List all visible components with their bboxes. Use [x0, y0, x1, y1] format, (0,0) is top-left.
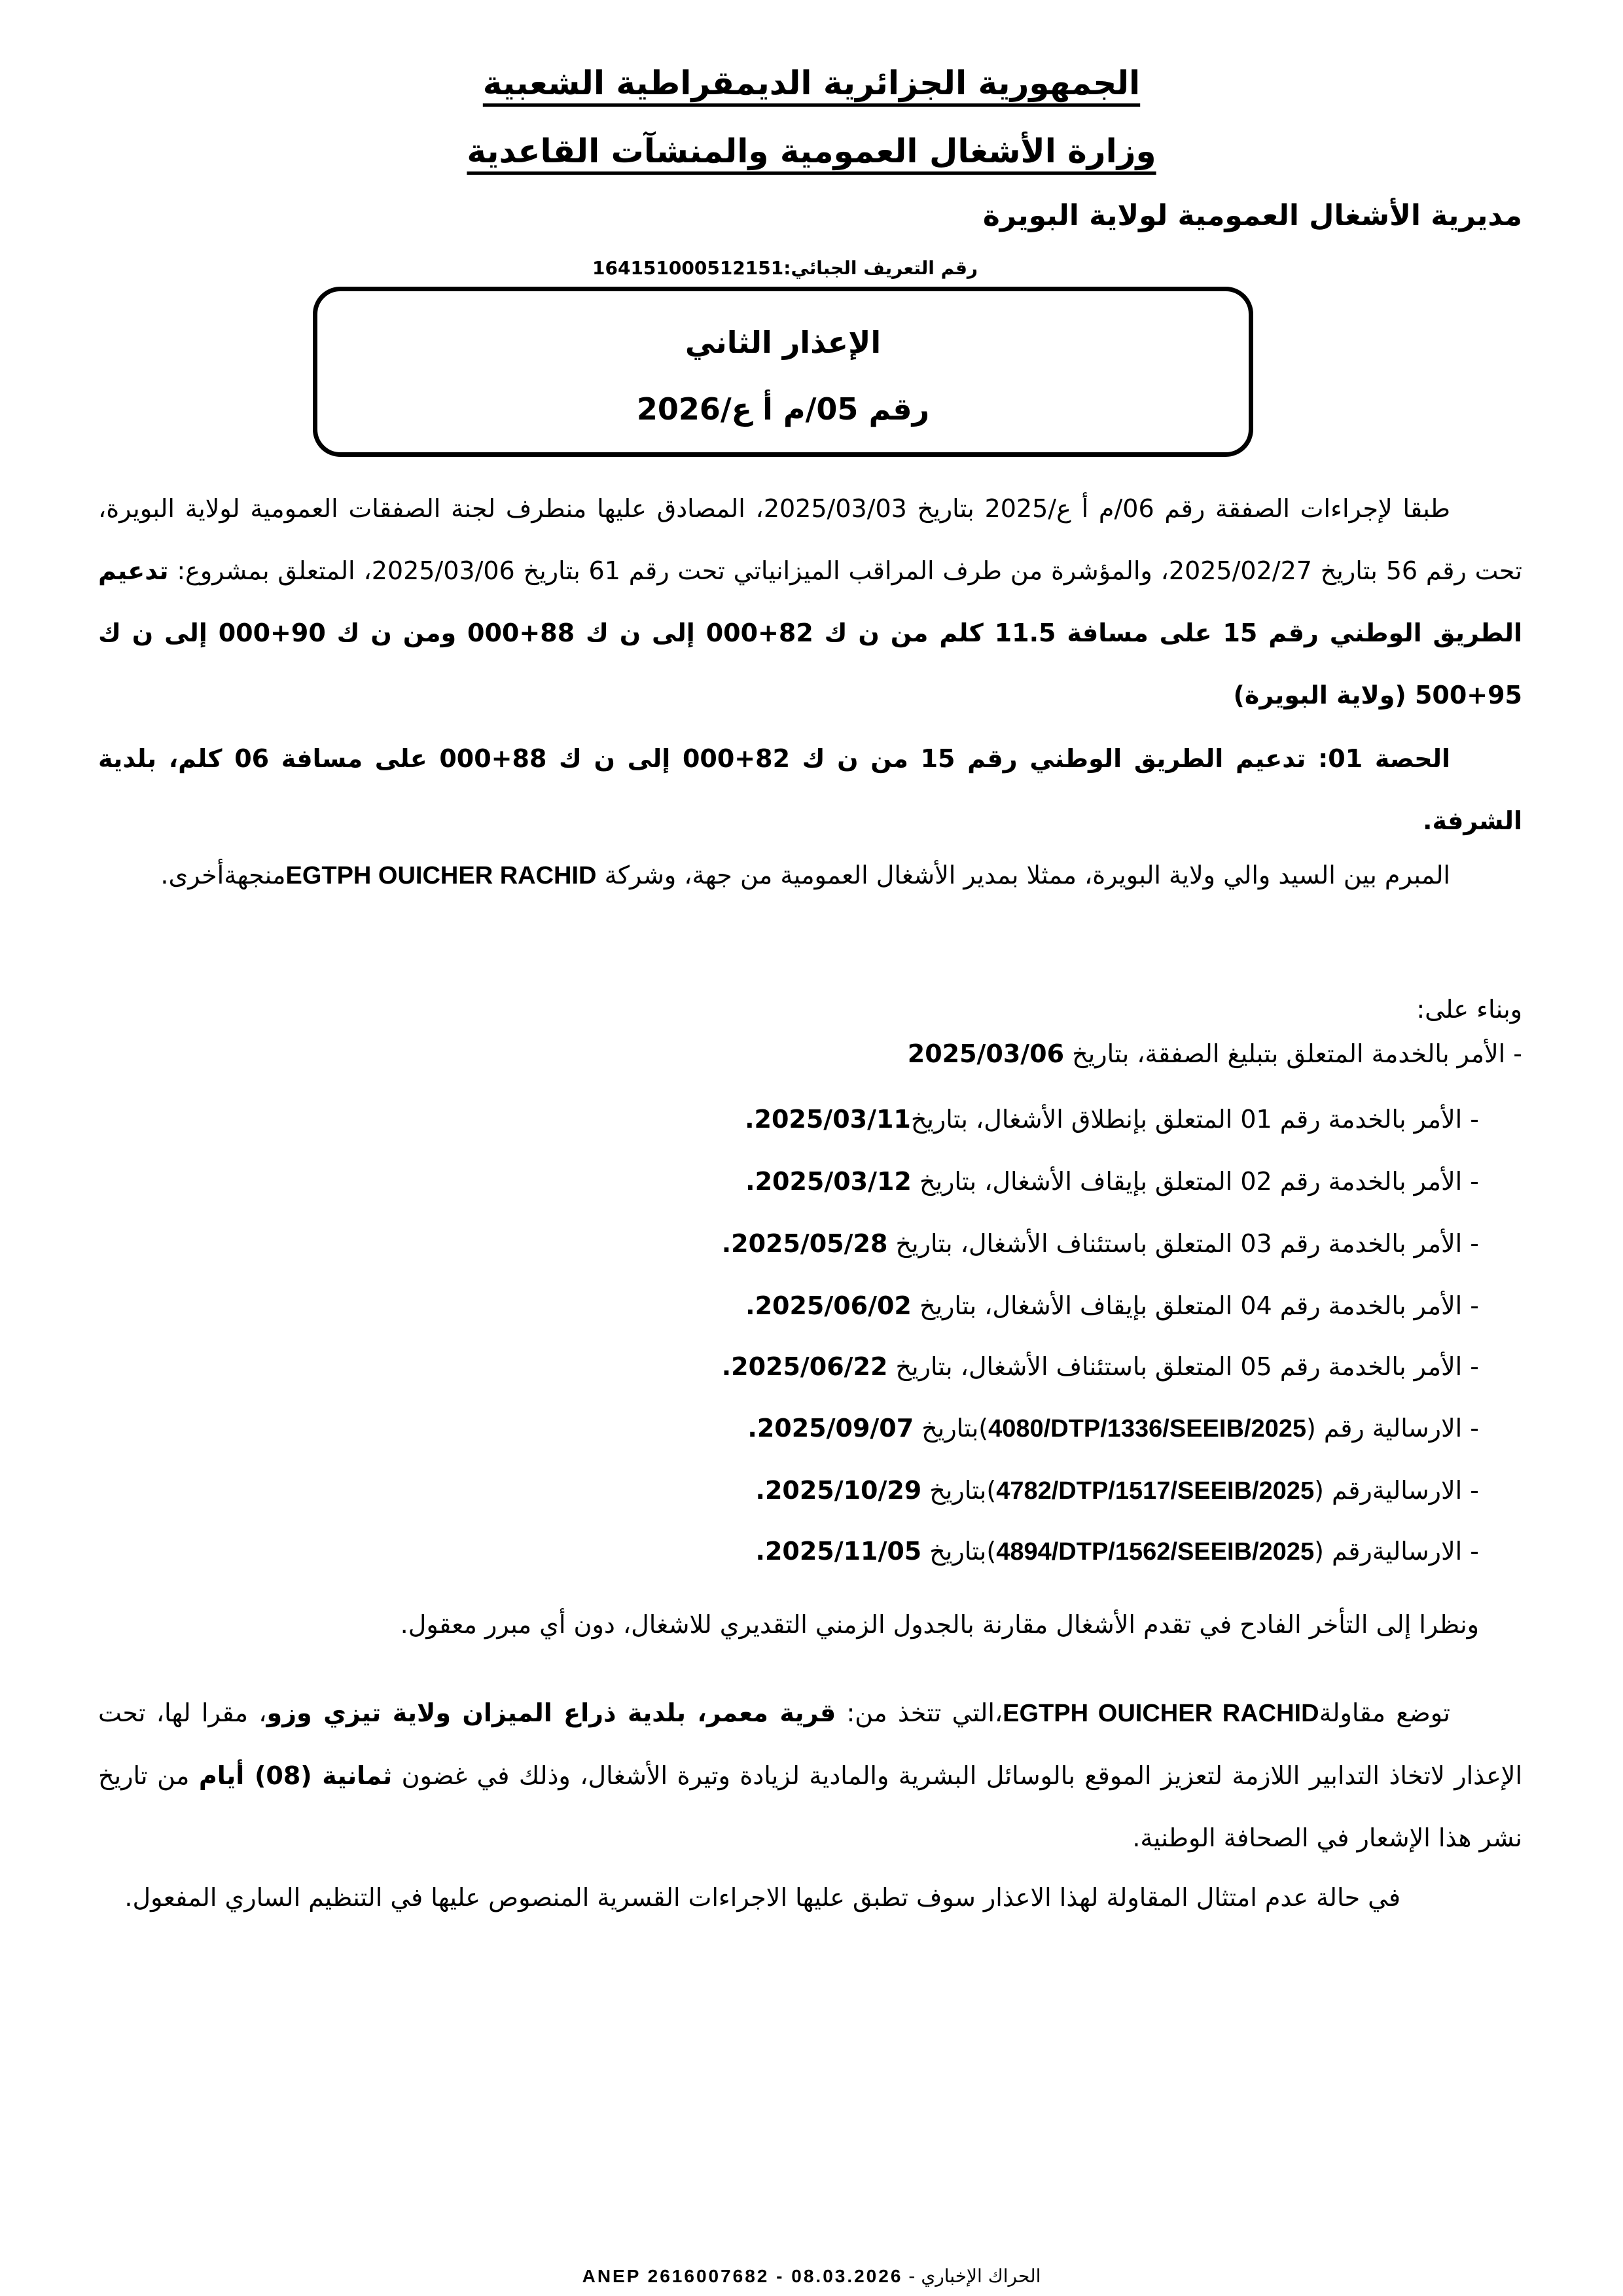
project-title: تدعيم الطريق الوطني رقم 15 على مسافة 11.5 كلم من ن ك 82+000 إلى ن ك 88+000 ومن ن ك 90+000 إلى ن ك 95+500 (ولاية البويرة) [98, 556, 1522, 709]
order-item-date: 2025/06/22. [721, 1352, 888, 1381]
order-item-text: - الأمر بالخدمة رقم 02 المتعلق بإيقاف الأشغال، بتاريخ [911, 1167, 1479, 1196]
order-item-date: 2025/03/11. [745, 1105, 911, 1134]
order-item [747, 1408, 1479, 1448]
paragraph-parties [98, 844, 1522, 907]
notice-text-start: توضع مقاولة [1319, 1698, 1450, 1727]
order-item [756, 1471, 1480, 1511]
publication-name: الحراك الإخباري [921, 2265, 1041, 2287]
deadline: ثمانية (08) أيام [198, 1761, 393, 1790]
tax-id-value: 164151000512151 [592, 257, 784, 279]
notice-text-d: ، مقرا لها، تحت الإعذار لاتخاذ التدابير اللازمة لتعزيز الموقع بالوسائل البشرية والمادية لزيادة وتيرة الأشغال، وذلك في غضون [98, 1698, 1523, 1790]
order-item-text: - الأمر بالخدمة رقم 05 المتعلق باستئناف الأشغال، بتاريخ [887, 1352, 1479, 1381]
order-item-text-end: )بتاريخ [921, 1476, 997, 1505]
order-item-text: - الارسالية رقم ( [1306, 1414, 1479, 1443]
order-item [908, 1034, 1522, 1073]
notice-company-name: EGTPH OUICHER RACHID [1003, 1700, 1319, 1727]
order-item [756, 1532, 1480, 1571]
order-item-text: - الارساليةرقم ( [1314, 1476, 1479, 1505]
order-item-date: 2025/09/07. [747, 1414, 914, 1443]
order-item-text-end: )بتاريخ [914, 1414, 989, 1443]
order-item-reference: 4894/DTP/1562/SEEIB/2025 [996, 1538, 1315, 1566]
contract-text: طبقا لإجراءات الصفقة رقم 06/م أ ع/2025 بتاريخ 2025/03/03، المصادق عليها منطرف لجنة الصفقات العمومية لولاية البويرة، تحت رقم 56 بتاريخ 2025/02/27، والمؤشرة من طرف المراقب الميزانياتي تحت رقم 61 بتاريخ 2025/03/06، المتعلق بمشروع: [98, 494, 1522, 585]
order-item [745, 1162, 1479, 1201]
order-item-text-end: )بتاريخ [921, 1537, 997, 1566]
order-item [745, 1100, 1479, 1139]
paragraph-delay: ونظرا إلى التأخر الفادح في تقدم الأشغال مقارنة بالجدول الزمني التقديري للاشغال، دون أي مبرر معقول. [400, 1610, 1479, 1639]
title-box [313, 287, 1253, 457]
order-item [722, 1347, 1479, 1386]
parties-text-end: منجهةأخرى. [160, 861, 286, 889]
paragraph-sanctions: في حالة عدم امتثال المقاولة لهذا الاعذار سوف تطبق عليها الاجراءات القسرية المنصوص عليها في التنظيم الساري المفعول. [124, 1883, 1400, 1912]
company-address: قرية معمر، بلدية ذراع الميزان ولاية تيزي وزو [266, 1698, 836, 1727]
paragraph-considering: وبناء على: [1416, 995, 1522, 1024]
notice-title: الإعذار الثاني [685, 325, 882, 360]
order-item-reference: 4080/DTP/1336/SEEIB/2025 [988, 1415, 1306, 1443]
directorate-name: مديرية الأشغال العمومية لولاية البويرة [982, 199, 1522, 232]
order-item-date: 2025/03/12. [745, 1167, 912, 1196]
ministry-heading: وزارة الأشغال العمومية والمنشآت القاعدية [467, 132, 1156, 170]
order-item-date: 2025/06/02. [745, 1291, 912, 1320]
notice-text-f: من تاريخ نشر هذا الإشعار في الصحافة الوطنية. [98, 1761, 1522, 1852]
parties-text: المبرم بين السيد والي ولاية البويرة، ممثلا بمدير الأشغال العمومية من جهة، وشركة [596, 861, 1450, 889]
tax-id-label: رقم التعريف الجبائي: [783, 257, 978, 279]
republic-heading: الجمهورية الجزائرية الديمقراطية الشعبية [482, 64, 1141, 102]
order-item-date: 2025/05/28. [721, 1229, 888, 1258]
tax-id [592, 255, 978, 281]
order-item-text: - الأمر بالخدمة المتعلق بتبليغ الصفقة، بتاريخ [1064, 1039, 1522, 1068]
order-item-date: 2025/10/29. [755, 1476, 922, 1505]
order-item-date: 2025/11/05. [755, 1537, 922, 1566]
footer: الحراك الإخباري - ANEP 2616007682 - 08.03.2026 [582, 2265, 1041, 2287]
paragraph-contract [98, 478, 1522, 726]
notice-text-b: ،التي تتخذ من: [836, 1698, 1003, 1727]
company-name: EGTPH OUICHER RACHID [285, 862, 597, 889]
order-item-text: - الارساليةرقم ( [1314, 1537, 1479, 1566]
notice-number: رقم 05/م أ ع/2026 [636, 391, 930, 427]
order-item [722, 1224, 1479, 1263]
order-item-reference: 4782/DTP/1517/SEEIB/2025 [996, 1477, 1315, 1505]
anep-reference: ANEP 2616007682 - 08.03.2026 [582, 2266, 903, 2286]
paragraph-lot: الحصة 01: تدعيم الطريق الوطني رقم 15 من ن ك 82+000 إلى ن ك 88+000 على مسافة 06 كلم، بلدية الشرفة. [98, 744, 1522, 835]
order-item-text: - الأمر بالخدمة رقم 01 المتعلق بإنطلاق الأشغال، بتاريخ [910, 1105, 1479, 1134]
order-item [745, 1286, 1479, 1325]
order-item-date: 2025/03/06 [907, 1039, 1065, 1068]
order-item-text: - الأمر بالخدمة رقم 03 المتعلق باستئناف الأشغال، بتاريخ [887, 1229, 1479, 1258]
order-item-text: - الأمر بالخدمة رقم 04 المتعلق بإيقاف الأشغال، بتاريخ [911, 1291, 1479, 1320]
paragraph-notice [98, 1682, 1522, 1869]
